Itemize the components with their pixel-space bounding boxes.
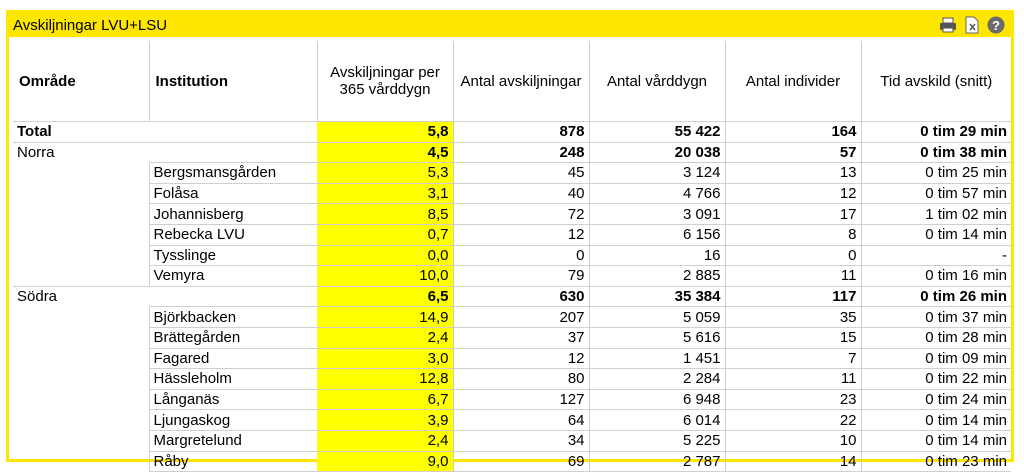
total-count: 878 bbox=[453, 122, 589, 143]
rate-cell: 8,5 bbox=[317, 204, 453, 225]
rate-cell: 12,8 bbox=[317, 369, 453, 390]
days-cell: 2 284 bbox=[589, 369, 725, 390]
time-cell: 0 tim 14 min bbox=[861, 430, 1011, 451]
days-cell: 2 787 bbox=[589, 451, 725, 472]
column-header-days[interactable]: Antal vårddygn bbox=[589, 41, 725, 122]
institution-name: Råby bbox=[149, 451, 317, 472]
count-cell: 12 bbox=[453, 348, 589, 369]
region-rate: 6,5 bbox=[317, 286, 453, 307]
region-name: Norra bbox=[17, 144, 55, 162]
count-cell: 34 bbox=[453, 430, 589, 451]
printer-icon[interactable] bbox=[939, 16, 957, 34]
table-row[interactable] bbox=[13, 348, 1011, 369]
count-cell: 127 bbox=[453, 389, 589, 410]
total-time: 0 tim 29 min bbox=[861, 122, 1011, 143]
rate-cell: 9,0 bbox=[317, 451, 453, 472]
table-row[interactable] bbox=[13, 430, 1011, 451]
count-cell: 79 bbox=[453, 266, 589, 287]
individuals-cell: 23 bbox=[725, 389, 861, 410]
rate-cell: 14,9 bbox=[317, 307, 453, 328]
count-cell: 69 bbox=[453, 451, 589, 472]
time-cell: 0 tim 24 min bbox=[861, 389, 1011, 410]
individuals-cell: 15 bbox=[725, 327, 861, 348]
days-cell: 6 156 bbox=[589, 224, 725, 245]
institution-name: Folåsa bbox=[149, 183, 317, 204]
individuals-cell: 7 bbox=[725, 348, 861, 369]
table-row[interactable] bbox=[13, 451, 1011, 472]
institution-name: Tysslinge bbox=[149, 245, 317, 266]
days-cell: 5 059 bbox=[589, 307, 725, 328]
time-cell: 0 tim 28 min bbox=[861, 327, 1011, 348]
table-header-row bbox=[13, 41, 1011, 122]
days-cell: 1 451 bbox=[589, 348, 725, 369]
count-cell: 207 bbox=[453, 307, 589, 328]
region-time: 0 tim 26 min bbox=[861, 286, 1011, 307]
institution-name: Bergsmansgården bbox=[149, 163, 317, 184]
time-cell: 0 tim 14 min bbox=[861, 224, 1011, 245]
institution-name: Margretelund bbox=[149, 430, 317, 451]
institution-name: Rebecka LVU bbox=[149, 224, 317, 245]
time-cell: 0 tim 09 min bbox=[861, 348, 1011, 369]
individuals-cell: 17 bbox=[725, 204, 861, 225]
institution-name: Brättegården bbox=[149, 327, 317, 348]
region-days: 20 038 bbox=[589, 142, 725, 163]
rate-cell: 3,1 bbox=[317, 183, 453, 204]
days-cell: 6 014 bbox=[589, 410, 725, 431]
institution-name: Fagared bbox=[149, 348, 317, 369]
time-cell: 0 tim 23 min bbox=[861, 451, 1011, 472]
institution-name: Johannisberg bbox=[149, 204, 317, 225]
rate-cell: 3,9 bbox=[317, 410, 453, 431]
individuals-cell: 35 bbox=[725, 307, 861, 328]
rate-cell: 0,0 bbox=[317, 245, 453, 266]
table-row[interactable] bbox=[13, 307, 1011, 328]
total-label: Total bbox=[13, 122, 149, 143]
institution-name: Vemyra bbox=[149, 266, 317, 287]
region-count: 248 bbox=[453, 142, 589, 163]
column-header-time[interactable]: Tid avskild (snitt) bbox=[861, 41, 1011, 122]
count-cell: 45 bbox=[453, 163, 589, 184]
rate-cell: 5,3 bbox=[317, 163, 453, 184]
count-cell: 12 bbox=[453, 224, 589, 245]
time-cell: 0 tim 57 min bbox=[861, 183, 1011, 204]
count-cell: 72 bbox=[453, 204, 589, 225]
table-row[interactable] bbox=[13, 245, 1011, 266]
time-cell: 0 tim 14 min bbox=[861, 410, 1011, 431]
region-row-sodra[interactable] bbox=[13, 286, 1011, 307]
panel-title: Avskiljningar LVU+LSU bbox=[13, 16, 168, 34]
region-rate: 4,5 bbox=[317, 142, 453, 163]
individuals-cell: 10 bbox=[725, 430, 861, 451]
table-row[interactable] bbox=[13, 224, 1011, 245]
rate-cell: 6,7 bbox=[317, 389, 453, 410]
panel-titlebar bbox=[9, 13, 1011, 37]
days-cell: 2 885 bbox=[589, 266, 725, 287]
panel-toolbar bbox=[939, 16, 1005, 34]
days-cell: 6 948 bbox=[589, 389, 725, 410]
excel-export-icon[interactable] bbox=[963, 16, 981, 34]
time-cell: 0 tim 22 min bbox=[861, 369, 1011, 390]
table-row[interactable] bbox=[13, 266, 1011, 287]
time-cell: 0 tim 16 min bbox=[861, 266, 1011, 287]
institution-name: Hässleholm bbox=[149, 369, 317, 390]
column-header-institution[interactable]: Institution bbox=[149, 41, 317, 122]
help-icon[interactable] bbox=[987, 16, 1005, 34]
table-row[interactable] bbox=[13, 327, 1011, 348]
time-cell: 1 tim 02 min bbox=[861, 204, 1011, 225]
days-cell: 4 766 bbox=[589, 183, 725, 204]
rate-cell: 2,4 bbox=[317, 327, 453, 348]
table-row[interactable] bbox=[13, 183, 1011, 204]
total-rate: 5,8 bbox=[317, 122, 453, 143]
rate-cell: 0,7 bbox=[317, 224, 453, 245]
days-cell: 3 091 bbox=[589, 204, 725, 225]
region-row-norra[interactable] bbox=[13, 142, 1011, 163]
institution-name: Ljungaskog bbox=[149, 410, 317, 431]
rate-cell: 3,0 bbox=[317, 348, 453, 369]
days-cell: 16 bbox=[589, 245, 725, 266]
report-panel bbox=[6, 10, 1014, 470]
institution-name: Långanäs bbox=[149, 389, 317, 410]
region-individuals: 57 bbox=[725, 142, 861, 163]
table-row[interactable] bbox=[13, 369, 1011, 390]
table-row[interactable] bbox=[13, 204, 1011, 225]
rate-cell: 10,0 bbox=[317, 266, 453, 287]
count-cell: 40 bbox=[453, 183, 589, 204]
time-cell: 0 tim 37 min bbox=[861, 307, 1011, 328]
region-days: 35 384 bbox=[589, 286, 725, 307]
individuals-cell: 12 bbox=[725, 183, 861, 204]
table-row[interactable] bbox=[13, 163, 1011, 184]
count-cell: 0 bbox=[453, 245, 589, 266]
region-time: 0 tim 38 min bbox=[861, 142, 1011, 163]
count-cell: 80 bbox=[453, 369, 589, 390]
data-table bbox=[13, 41, 1011, 472]
total-row bbox=[13, 122, 1011, 143]
individuals-cell: 11 bbox=[725, 266, 861, 287]
total-individuals: 164 bbox=[725, 122, 861, 143]
region-individuals: 117 bbox=[725, 286, 861, 307]
column-header-area[interactable]: Område bbox=[13, 41, 149, 122]
days-cell: 5 225 bbox=[589, 430, 725, 451]
table-body bbox=[13, 122, 1011, 472]
individuals-cell: 0 bbox=[725, 245, 861, 266]
region-count: 630 bbox=[453, 286, 589, 307]
individuals-cell: 11 bbox=[725, 369, 861, 390]
count-cell: 37 bbox=[453, 327, 589, 348]
svg-text:?: ? bbox=[992, 18, 1000, 33]
column-header-count[interactable]: Antal avskiljningar bbox=[453, 41, 589, 122]
individuals-cell: 13 bbox=[725, 163, 861, 184]
days-cell: 5 616 bbox=[589, 327, 725, 348]
time-cell: 0 tim 25 min bbox=[861, 163, 1011, 184]
days-cell: 3 124 bbox=[589, 163, 725, 184]
total-days: 55 422 bbox=[589, 122, 725, 143]
rate-cell: 2,4 bbox=[317, 430, 453, 451]
individuals-cell: 8 bbox=[725, 224, 861, 245]
count-cell: 64 bbox=[453, 410, 589, 431]
column-header-rate[interactable]: Avskiljningar per 365 vårddygn bbox=[317, 41, 453, 122]
institution-name: Björkbacken bbox=[149, 307, 317, 328]
individuals-cell: 14 bbox=[725, 451, 861, 472]
individuals-cell: 22 bbox=[725, 410, 861, 431]
table-row[interactable] bbox=[13, 389, 1011, 410]
region-name: Södra bbox=[17, 288, 58, 306]
column-header-individuals[interactable]: Antal individer bbox=[725, 41, 861, 122]
time-cell: - bbox=[861, 245, 1011, 266]
table-row[interactable] bbox=[13, 410, 1011, 431]
